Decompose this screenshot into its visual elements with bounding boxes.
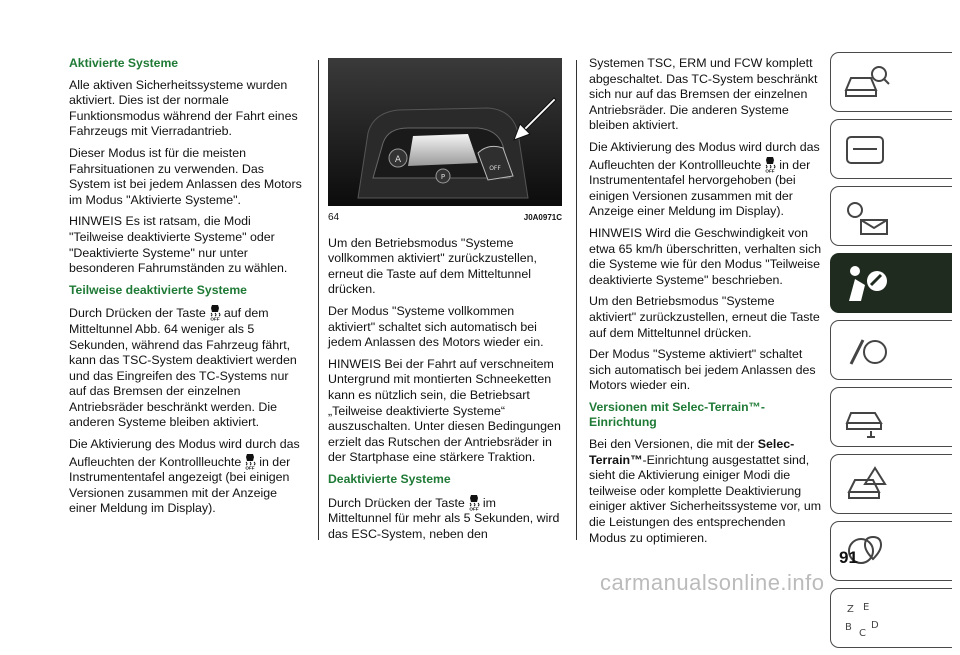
- car-dashboard-icon: [841, 127, 891, 171]
- paragraph: Um den Betriebsmodus "Systeme aktiviert" zurückzustellen, erneut die Taste auf dem Mitteltunnel drücken.: [589, 294, 820, 340]
- esc-off-icon: [243, 453, 257, 470]
- esc-off-icon: [467, 494, 481, 511]
- heading-selec-terrain: Versionen mit Selec-Terrain™-Einrichtung: [589, 399, 765, 430]
- svg-text:B: B: [845, 622, 852, 633]
- tab-warning-lights[interactable]: [830, 186, 952, 246]
- tab-index[interactable]: [830, 588, 952, 648]
- note-paragraph: HINWEIS Wird die Geschwindigkeit von etwa 65 km/h überschritten, verhalten sich die Systeme wie für den Modus "Teilweise deaktivierte Systeme" beschrieben.: [589, 225, 822, 287]
- figure-caption: [328, 210, 562, 226]
- note-paragraph: HINWEIS Bei der Fahrt auf verschneitem Untergrund mit montierten Schneeketten kann es nützlich sein, die Betriebsart „Teilweise deaktivierte Systeme“ auszuschalten. Unter diesen Bedingungen erzielt das Rutschen der Antriebsräder in der Startphase eine stärkere Traktion.: [328, 356, 561, 465]
- heading-teilweise-deaktiviert: Teilweise deaktivierte Systeme: [69, 282, 247, 297]
- heading-deaktivierte-systeme: Deaktivierte Systeme: [328, 471, 451, 486]
- watermark: carmanualsonline.info: [600, 570, 825, 595]
- tab-starting-driving[interactable]: [830, 320, 952, 380]
- paragraph: Bei den Versionen, die mit der Selec-Terrain™-Einrichtung ausgestattet sind, sieht die Aktivierung einiger Modi die teilweise oder komplette Deaktivierung einiger aktiver Sicherheitssysteme vor, um die Leistungen des entsprechenden Modus zu optimieren.: [589, 437, 822, 545]
- tab-safety[interactable]: [830, 253, 952, 313]
- car-jack-icon: [841, 395, 891, 439]
- heading-aktivierte-systeme: Aktivierte Systeme: [69, 56, 179, 70]
- column-1: [69, 56, 307, 523]
- paragraph: Alle aktiven Sicherheitssysteme wurden aktiviert. Dies ist der normale Funktionsmodus während der Fahrt eines Fahrzeugs mit Vierradantrieb.: [69, 77, 298, 139]
- column-divider: [576, 60, 577, 540]
- esc-off-icon: [763, 156, 777, 173]
- paragraph: Durch Drücken der Taste im Mitteltunnel für mehr als 5 Sekunden, wird das ESC-System, neben den: [328, 495, 560, 541]
- tab-car-search[interactable]: [830, 52, 952, 112]
- paragraph: Die Aktivierung des Modus wird durch das Aufleuchten der Kontrollleuchte in der Instrumententafel angezeigt (bei einigen Versionen zusammen mit der Anzeige einer Meldung im Display).: [69, 437, 300, 516]
- paragraph: Dieser Modus ist für die meisten Fahrsituationen zu verwenden. Das System ist bei jedem Anlassen des Motors im Modus "Aktivierte Systeme".: [69, 145, 302, 207]
- tab-emergency[interactable]: [830, 387, 952, 447]
- wrench-steering-icon: [841, 328, 891, 372]
- svg-text:OFF: OFF: [489, 165, 501, 172]
- figure-code: J0A0971C: [523, 213, 562, 222]
- svg-text:C: C: [859, 628, 866, 639]
- svg-text:Z: Z: [847, 604, 854, 615]
- tab-car-dashboard[interactable]: [830, 119, 952, 179]
- svg-text:P: P: [440, 173, 446, 181]
- esc-off-icon: [208, 304, 222, 321]
- page-number: 91: [839, 548, 858, 567]
- tab-maintenance[interactable]: [830, 454, 952, 514]
- paragraph: Systemen TSC, ERM und FCW komplett abgeschaltet. Das TC-System beschränkt sich nur auf das Bremsen der einzelnen Antriebsräder. Die anderen Systeme bleiben aktiviert.: [589, 56, 818, 133]
- figure-number: 64: [328, 212, 340, 223]
- paragraph: Durch Drücken der Taste auf dem Mitteltunnel Abb. 64 weniger als 5 Sekunden, während das Fahrzeug fährt, kann das TSC-System deaktiviert werden und das Eingreifen des TC-Systems nur auf das Bremsen der einzelnen Antriebsräder beschränkt werden. Die anderen Systeme bleiben aktiviert.: [69, 306, 297, 430]
- paragraph: Um den Betriebsmodus "Systeme vollkommen aktiviert" zurückzustellen, erneut die Taste auf dem Mitteltunnel drücken.: [328, 235, 537, 297]
- paragraph: Der Modus "Systeme vollkommen aktiviert" schaltet sich automatisch bei jedem Anlassen des Motors wieder ein.: [328, 303, 544, 350]
- paragraph: Der Modus "Systeme aktiviert" schaltet sich automatisch bei jedem Anlassen des Motors wieder ein.: [589, 347, 816, 393]
- svg-text:E: E: [863, 602, 870, 613]
- note-paragraph: HINWEIS Es ist ratsam, die Modi "Teilweise deaktivierte Systeme" oder "Deaktivierte Systeme" nur unter besonderen Fahrumständen zu wählen.: [69, 214, 288, 276]
- warning-triangle-car-icon: [841, 462, 891, 506]
- warning-light-envelope-icon: [841, 194, 891, 238]
- alphabet-index-icon: [841, 596, 891, 640]
- svg-text:A: A: [394, 155, 402, 165]
- column-divider: [318, 60, 319, 540]
- paragraph: Die Aktivierung des Modus wird durch das Aufleuchten der Kontrollleuchte in der Instrumententafel hervorgehoben (bei einigen Versionen zusammen mit der Anzeige einer Meldung im Display).: [589, 139, 820, 219]
- column-3: [589, 56, 825, 552]
- car-search-icon: [841, 60, 891, 104]
- airbag-safety-icon: [841, 261, 891, 305]
- figure-center-console-photo: [328, 58, 562, 206]
- svg-text:D: D: [871, 620, 879, 631]
- column-2: [328, 58, 562, 548]
